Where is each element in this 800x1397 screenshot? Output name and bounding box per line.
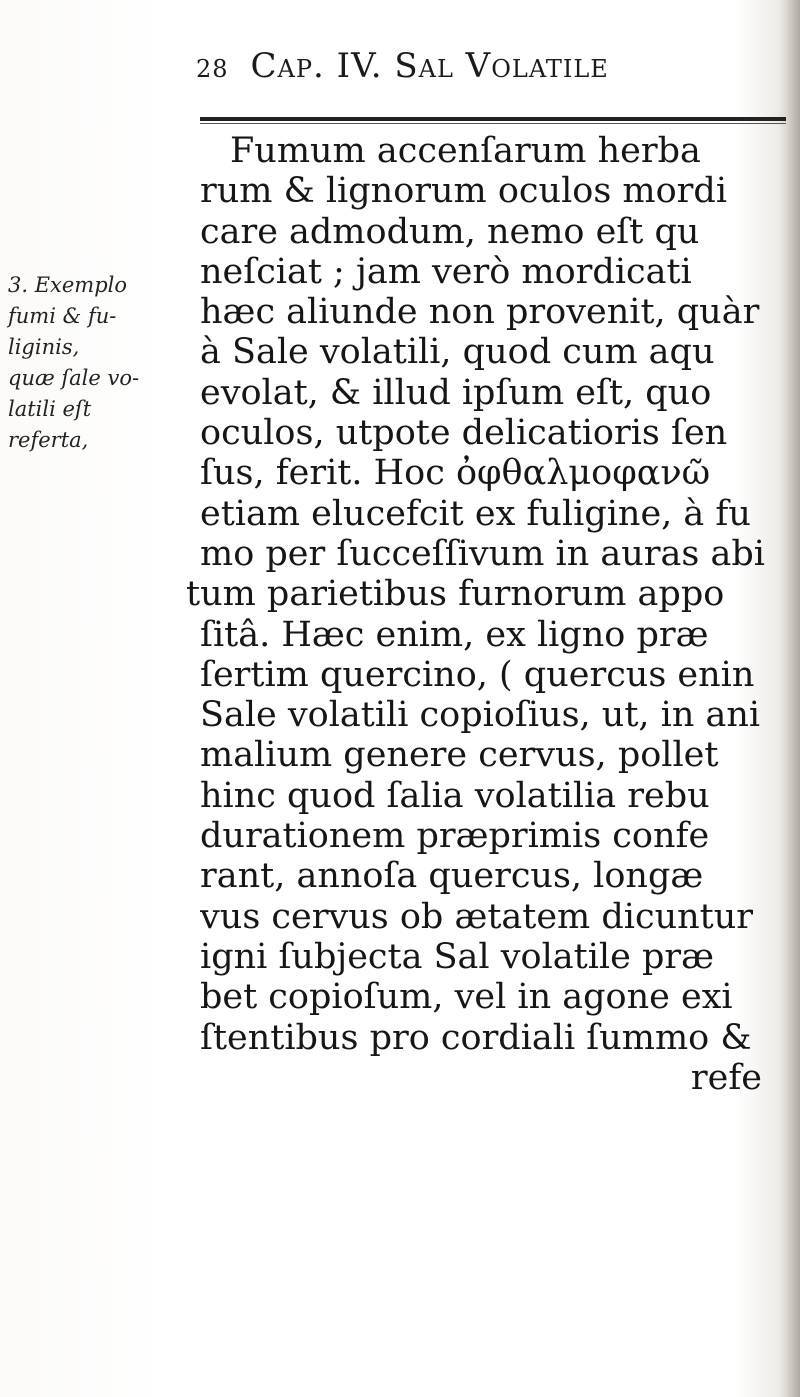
body-text (186, 131, 790, 1098)
marginal-line: referta, (8, 428, 89, 452)
marginal-line: latili eſt (8, 397, 92, 421)
text-line: tum parietibus furnorum appo (186, 574, 725, 615)
text-line: à Sale volatili, quod cum aqu (200, 332, 715, 373)
text-line: vus cervus ob ætatem dicuntur (200, 896, 753, 937)
marginal-note (8, 270, 208, 456)
running-title: Cap. IV. Sal Volatile (250, 46, 609, 86)
text-line: ſitâ. Hæc enim, ex ligno præ (200, 614, 709, 655)
text-line: bet copioſum, vel in agone exi (200, 977, 733, 1018)
text-line: ſus, ferit. Hoc ὀφθαλμοφανῶ (200, 453, 711, 494)
text-line: Sale volatili copioſius, ut, in ani (200, 695, 761, 736)
text-line: durationem præprimis confe (200, 816, 710, 857)
text-line: hinc quod ſalia volatilia rebu (200, 775, 710, 816)
header-rule (200, 117, 786, 124)
text-line: ſertim quercino, ( quercus enin (200, 654, 755, 695)
marginal-line: quæ ſale vo- (8, 366, 140, 390)
page-number: 28 (196, 55, 229, 83)
text-line: evolat, & illud ipſum eſt, quo (200, 372, 712, 413)
text-line: ſtentibus pro cordiali ſummo & (200, 1017, 752, 1058)
marginal-line: fumi & fu- (8, 304, 117, 328)
text-line: igni ſubjecta Sal volatile præ (200, 936, 714, 977)
text-line: etiam elucefcit ex fuligine, à fu (200, 493, 751, 534)
page-header (196, 46, 756, 96)
text-line: malium genere cervus, pollet (200, 735, 719, 776)
catchword: refe (690, 1057, 762, 1098)
text-line: oculos, utpote delicatioris ſen (200, 413, 728, 454)
text-line: Fumum accenſarum herba (230, 131, 701, 171)
text-line: mo per ſucceſſivum in auras abi (200, 533, 765, 574)
text-line: neſciat ; jam verò mordicati (200, 251, 692, 292)
text-line: hæc aliunde non provenit, quàr (200, 292, 760, 333)
marginal-line: 3. Exemplo (8, 273, 128, 297)
text-line: care admodum, nemo eſt qu (200, 211, 700, 252)
text-line: rum & lignorum oculos mordi (200, 171, 728, 212)
text-line: rant, annoſa quercus, longæ (200, 856, 704, 897)
marginal-line: liginis, (8, 335, 80, 359)
